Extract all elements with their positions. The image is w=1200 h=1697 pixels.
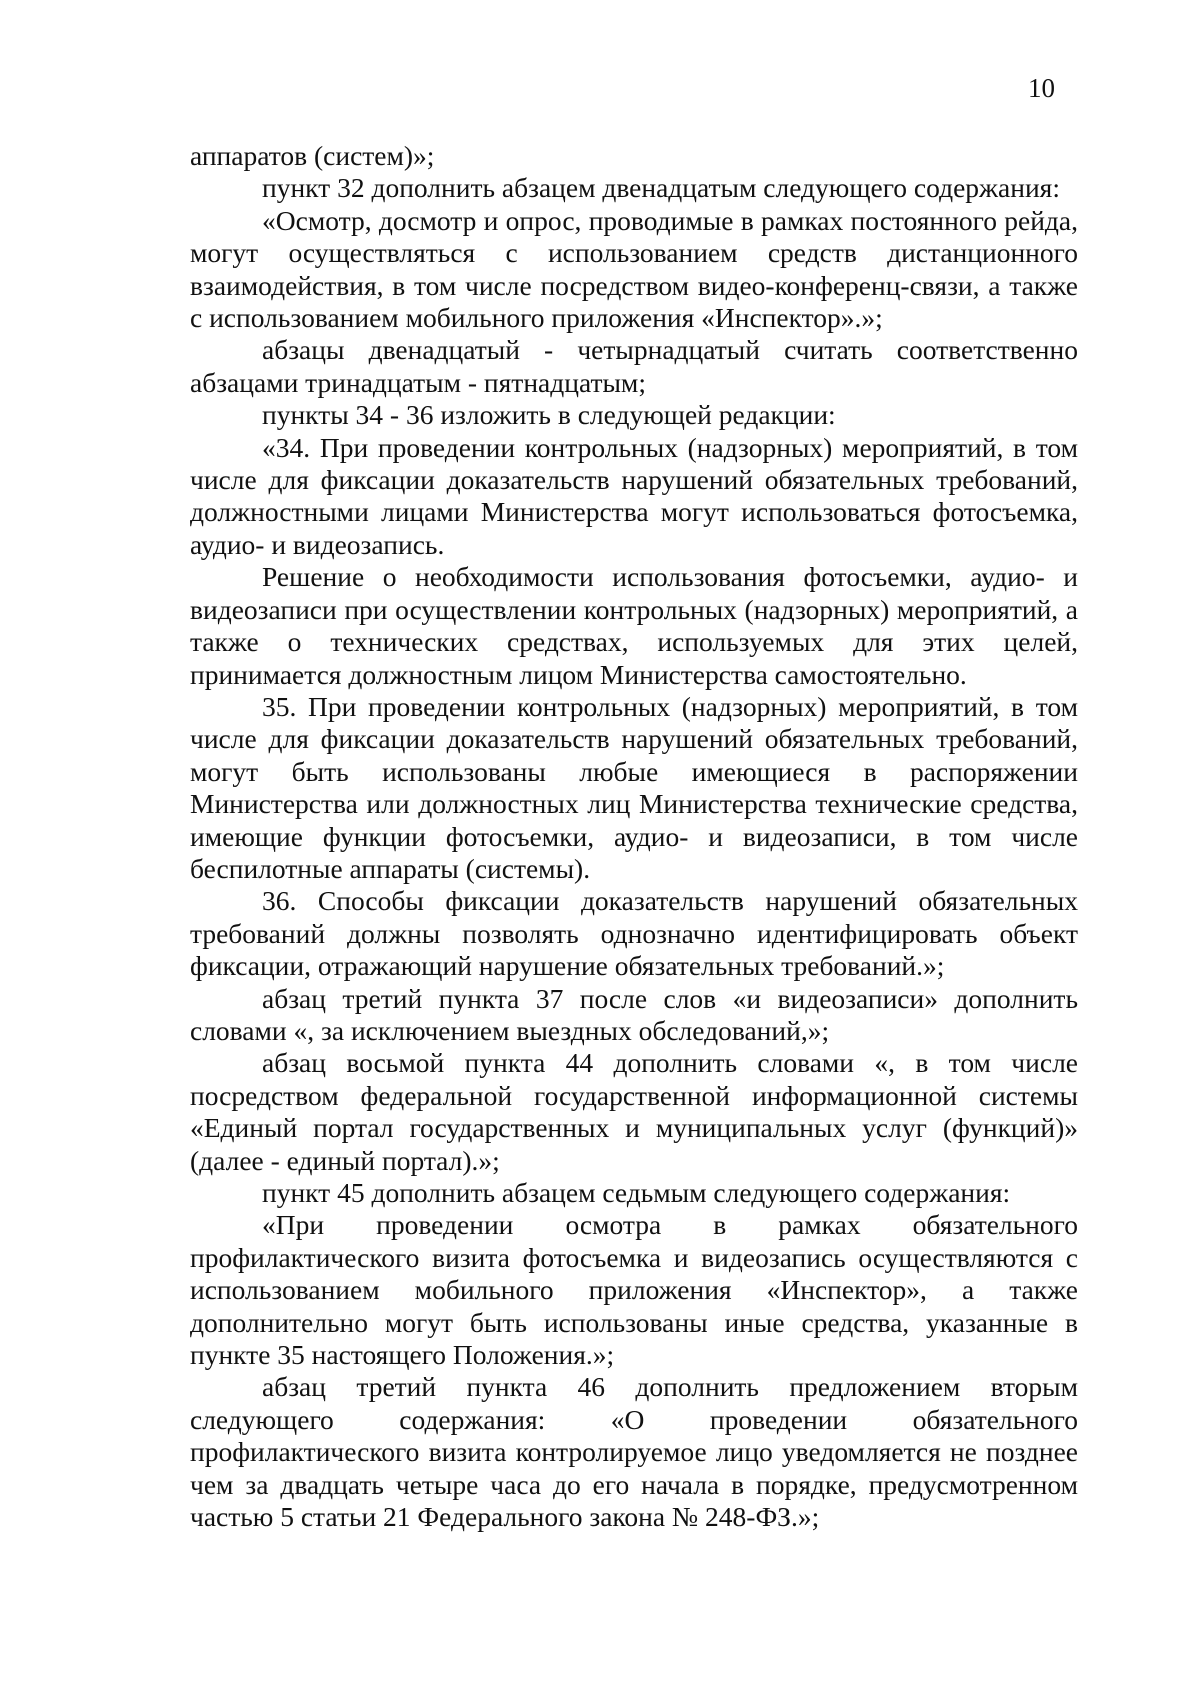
paragraph: «34. При проведении контрольных (надзорных) мероприятий, в том числе для фиксации доказательств нарушений обязательных требований, должностными лицами Министерства могут использоваться фотосъемка, аудио- и видеозапись. <box>190 431 1078 560</box>
paragraph: пункты 34 - 36 изложить в следующей редакции: <box>262 399 836 431</box>
paragraph: пункт 32 дополнить абзацем двенадцатым следующего содержания: <box>262 172 1060 204</box>
paragraph: пункт 45 дополнить абзацем седьмым следующего содержания: <box>262 1177 1011 1208</box>
paragraph: абзац третий пункта 37 после слов «и видеозаписи» дополнить словами «, за исключением выездных обследований,»; <box>190 982 1078 1046</box>
paragraph: аппаратов (систем)»; <box>190 140 435 171</box>
page-number: 10 <box>1028 73 1055 103</box>
document-body <box>190 140 1078 1533</box>
paragraph: Решение о необходимости использования фотосъемки, аудио- и видеозаписи при осуществлении контрольных (надзорных) мероприятий, а также о технических средствах, используемых для этих целей, принимается должностным лицом Министерства самостоятельно. <box>190 561 1078 690</box>
paragraph: «Осмотр, досмотр и опрос, проводимые в рамках постоянного рейда, могут осуществляться с использованием средств дистанционного взаимодействия, в том числе посредством видео-конференц-связи, а также с использованием мобильного приложения «Инспектор».»; <box>190 204 1078 334</box>
paragraph: 35. При проведении контрольных (надзорных) мероприятий, в том числе для фиксации доказательств нарушений обязательных требований, могут быть использованы любые имеющиеся в распоряжении Министерства или должностных лиц Министерства технические средства, имеющие функции фотосъемки, аудио- и видеозаписи, в том числе беспилотные аппараты (системы). <box>190 690 1078 884</box>
paragraph: абзацы двенадцатый - четырнадцатый считать соответственно абзацами тринадцатым - пятнадцатым; <box>190 334 1078 398</box>
paragraph: «При проведении осмотра в рамках обязательного профилактического визита фотосъемка и видеозапись осуществляются с использованием мобильного приложения «Инспектор», а также дополнительно могут быть использованы иные средства, указанные в пункте 35 настоящего Положения.»; <box>190 1209 1078 1371</box>
paragraph: 36. Способы фиксации доказательств нарушений обязательных требований должны позволять однозначно идентифицировать объект фиксации, отражающий нарушение обязательных требований.»; <box>190 885 1078 982</box>
paragraph: абзац третий пункта 46 дополнить предложением вторым следующего содержания: «О проведении обязательного профилактического визита контролируемое лицо уведомляется не позднее чем за двадцать четыре часа до его начала в порядке, предусмотренном частью 5 статьи 21 Федерального закона № 248-ФЗ.»; <box>190 1371 1078 1533</box>
paragraph: абзац восьмой пункта 44 дополнить словами «, в том числе посредством федеральной государственной информационной системы «Единый портал государственных и муниципальных услуг (функций)» (далее - единый портал).»; <box>190 1047 1078 1176</box>
